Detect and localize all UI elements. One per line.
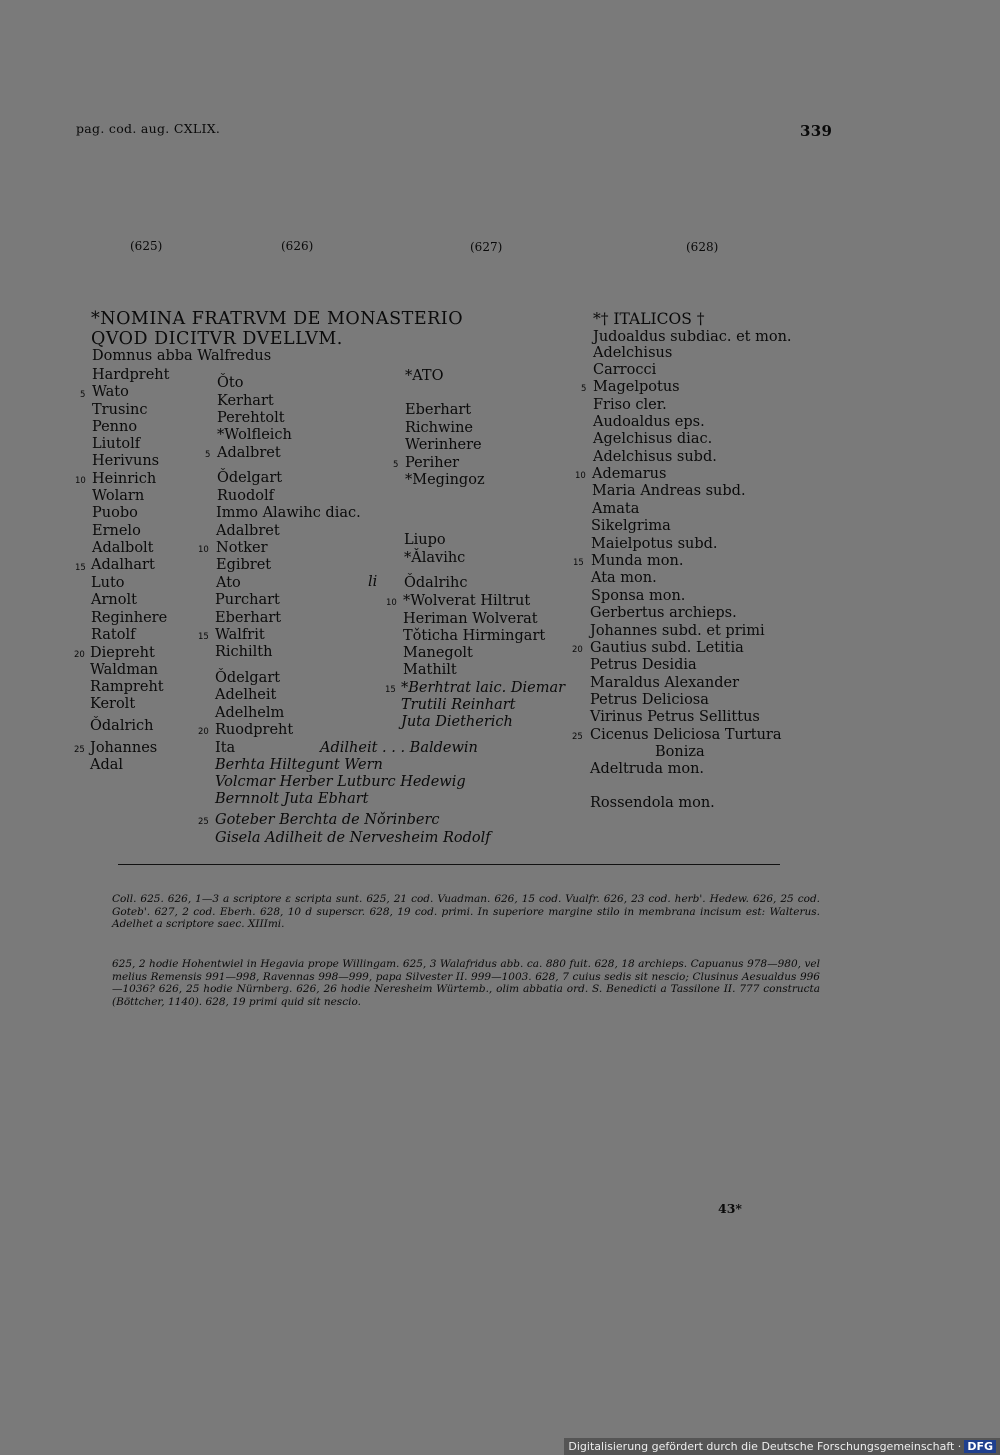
col626-line-15: Walfrit [215, 627, 265, 643]
critical-apparatus [112, 893, 820, 931]
line-number: 15 [573, 558, 584, 568]
col-number-628: (628) [686, 240, 719, 254]
digitization-footer [564, 1438, 1000, 1455]
sheet-signature: 43* [718, 1201, 742, 1216]
line-number: 5 [393, 460, 399, 470]
col626-line-5: Adalbret [217, 445, 281, 461]
commentary-notes: 625, 2 hodie Hohentwiel in Hegavia prope Willingam. 625, 3 Walafridus abb. ca. 880 fuit. 628, 18 archieps. Capuanus 978—980, vel melius Remensis 991—998, Ravennas 998—999, papa Silvester II. 999—1003. 628, 7 cuius sedis sit nescio; Clusinus Aesualdus 996—1036? 626, 25 hodie Nürnberg. 626, 26 hodie Neresheim Würtemb., olim abbatia ord. S. Benedicti a Tassilone II. 777 constructa (Böttcher, 1140). 628, 19 primi quid sit nescio. [112, 958, 820, 1008]
col627-line-11: Heriman Wolverat [403, 611, 538, 627]
col625-line-3: Wato [92, 384, 129, 400]
col626-line-1: Ǒto [217, 375, 244, 391]
col626-line-21: Ita [215, 740, 236, 756]
line-number: 15 [198, 632, 209, 642]
col627-line-12: Tǒticha Hirmingart [403, 628, 546, 644]
col628-line-3: Carrocci [593, 362, 657, 378]
historical-notes [112, 958, 820, 1008]
col626-line-11: Egibret [216, 557, 272, 573]
col626-italic-line-26: Gisela Adilheit de Nervesheim Rodolf [215, 830, 491, 846]
col625-line-9: Wolarn [92, 488, 145, 504]
col626-line-9: Adalbret [216, 523, 280, 539]
col627-line-10: *Wolverat Hiltrut [403, 593, 531, 609]
col628-line-25: Boniza [655, 744, 705, 760]
col628-line-7: Agelchisus diac. [593, 431, 713, 447]
col626-line-13: Purchart [215, 592, 280, 608]
col627-line-3: Richwine [405, 420, 473, 436]
line-number: 10 [75, 476, 86, 486]
col628-line-1: Judoaldus subdiac. et mon. [593, 329, 792, 345]
col628-line-17: Gerbertus archieps. [590, 605, 737, 621]
col626-line-8: Immo Alawihc diac. [216, 505, 361, 521]
col626-line-4: *Wolfleich [217, 427, 292, 443]
col628-line-15: Ata mon. [591, 570, 657, 586]
title-line-2: QVOD DICITVR DVELLVM. [91, 329, 343, 349]
footnote-rule [118, 864, 780, 865]
line-number: 20 [74, 650, 85, 660]
col628-line-18: Johannes subd. et primi [590, 623, 765, 639]
col628-line-19: Gautius subd. Letitia [590, 640, 744, 656]
footer-text: Digitalisierung gefördert durch die Deutsche Forschungsgemeinschaft · [568, 1440, 962, 1453]
col625-line-8: Heinrich [92, 471, 157, 487]
col625-line-5: Penno [92, 419, 138, 435]
col628-heading: *† ITALICOS † [593, 310, 705, 328]
col628-line-24: Cicenus Deliciosa Turtura [590, 727, 782, 743]
col627-line-13: Manegolt [403, 645, 473, 661]
col627-line-8: *Ǎlavihc [404, 550, 466, 566]
col627-italic-line-17: Juta Dietherich [401, 714, 513, 730]
col627-line-1: *ATO [405, 368, 444, 384]
line-number: 5 [80, 390, 86, 400]
col626-italic-line-25: Goteber Berchta de Nǒrinberc [215, 812, 440, 828]
line-number: 25 [74, 745, 85, 755]
col626-italic-adilheit: Adilheit . . . Baldewin [320, 740, 478, 756]
col628-line-22: Petrus Deliciosa [590, 692, 709, 708]
line-number: 15 [385, 685, 396, 695]
col628-line-8: Adelchisus subd. [593, 449, 717, 465]
dfg-logo: DFG [964, 1440, 996, 1453]
line-number: 15 [75, 563, 86, 573]
col627-line-5: Periher [405, 455, 460, 471]
line-number: 5 [581, 384, 587, 394]
col627-line-4: Werinhere [405, 437, 482, 453]
col628-line-21: Maraldus Alexander [590, 675, 740, 691]
col628-line-13: Maielpotus subd. [591, 536, 718, 552]
col626-line-18: Adelheit [215, 687, 277, 703]
col626-italic-line-22: Berhta Hiltegunt Wern [215, 757, 383, 773]
col626-italic-line-23: Volcmar Herber Lutburc Hedewig [215, 774, 466, 790]
col627-italic-line-15: *Berhtrat laic. Diemar [401, 680, 566, 696]
col625-line-14: Luto [91, 575, 125, 591]
line-number: 20 [572, 645, 583, 655]
col627-line-14: Mathilt [403, 662, 457, 678]
col626-line-14: Eberhart [215, 610, 282, 626]
col625-line-21: Kerolt [90, 696, 136, 712]
col628-line-16: Sponsa mon. [591, 588, 686, 604]
col625-line-2: Hardpreht [92, 367, 170, 383]
col626-line-17: Ǒdelgart [215, 670, 281, 686]
col625-line-4: Trusinc [92, 402, 148, 418]
col627-line-6: *Megingoz [405, 472, 485, 488]
col625-line-20: Rampreht [90, 679, 164, 695]
col626-line-3: Perehtolt [217, 410, 285, 426]
critical-notes: Coll. 625. 626, 1—3 a scriptore ε scripta sunt. 625, 21 cod. Vuadman. 626, 15 cod. Vualfr. 626, 23 cod. herb'. Hedew. 626, 25 cod. Goteb'. 627, 2 cod. Eberh. 628, 10 d superscr. 628, 19 cod. primi. In superiore margine stilo in membrana incisum est: Walterus. Adelhet a scriptore saec. XIIImi. [112, 893, 820, 931]
col628-line-26: Adeltruda mon. [590, 761, 705, 777]
col625-line-23: Johannes [90, 740, 158, 756]
running-head: pag. cod. aug. CXLIX. [76, 121, 221, 136]
col628-line-12: Sikelgrima [591, 518, 671, 534]
col625-line-12: Adalbolt [92, 540, 154, 556]
line-number: 25 [572, 732, 583, 742]
page-number: 339 [800, 122, 833, 140]
col628-line-20: Petrus Desidia [590, 657, 697, 673]
col627-line-2: Eberhart [405, 402, 472, 418]
col626-italic-li: li [368, 574, 378, 590]
col628-line-27: Rossendola mon. [590, 795, 715, 811]
title-line-1: *NOMINA FRATRVM DE MONASTERIO [91, 309, 464, 329]
col628-line-14: Munda mon. [591, 553, 684, 569]
col627-line-7: Liupo [404, 532, 446, 548]
col625-line-11: Ernelo [92, 523, 141, 539]
col625-line-15: Arnolt [91, 592, 137, 608]
col627-line-9: Ǒdalrihc [404, 575, 468, 591]
col625-line-7: Herivuns [92, 453, 160, 469]
col625-line-1: Domnus abba Walfredus [92, 348, 272, 364]
col625-line-16: Reginhere [91, 610, 168, 626]
line-number: 10 [386, 598, 397, 608]
col628-line-23: Virinus Petrus Sellittus [590, 709, 760, 725]
col625-line-10: Puobo [92, 505, 138, 521]
col628-line-11: Amata [592, 501, 640, 517]
col626-line-2: Kerhart [217, 393, 274, 409]
col626-line-10: Notker [216, 540, 268, 556]
col628-line-4: Magelpotus [593, 379, 680, 395]
col626-line-19: Adelhelm [215, 705, 285, 721]
col626-italic-line-24: Bernnolt Juta Ebhart [215, 791, 369, 807]
col628-line-6: Audoaldus eps. [593, 414, 705, 430]
col628-line-5: Friso cler. [593, 397, 667, 413]
col628-line-2: Adelchisus [593, 345, 673, 361]
col625-line-17: Ratolf [91, 627, 136, 643]
line-number: 5 [205, 450, 211, 460]
col625-line-13: Adalhart [91, 557, 155, 573]
col-number-626: (626) [281, 239, 314, 253]
col-number-627: (627) [470, 240, 503, 254]
line-number: 10 [575, 471, 586, 481]
line-number: 20 [198, 727, 209, 737]
line-number: 10 [198, 545, 209, 555]
col628-line-9: Ademarus [592, 466, 667, 482]
col625-line-19: Waldman [90, 662, 158, 678]
col626-line-16: Richilth [215, 644, 273, 660]
col626-line-7: Ruodolf [217, 488, 275, 504]
col626-line-20: Ruodpreht [215, 722, 294, 738]
col627-italic-line-16: Trutili Reinhart [401, 697, 516, 713]
col626-line-6: Ǒdelgart [217, 470, 283, 486]
col625-line-6: Liutolf [92, 436, 141, 452]
col628-line-10: Maria Andreas subd. [592, 483, 746, 499]
col-number-625: (625) [130, 239, 163, 253]
col625-line-18: Diepreht [90, 645, 155, 661]
col626-line-12: Ato [216, 575, 241, 591]
line-number: 25 [198, 817, 209, 827]
col625-line-24: Adal [90, 757, 124, 773]
col625-line-22: Ǒdalrich [90, 718, 154, 734]
